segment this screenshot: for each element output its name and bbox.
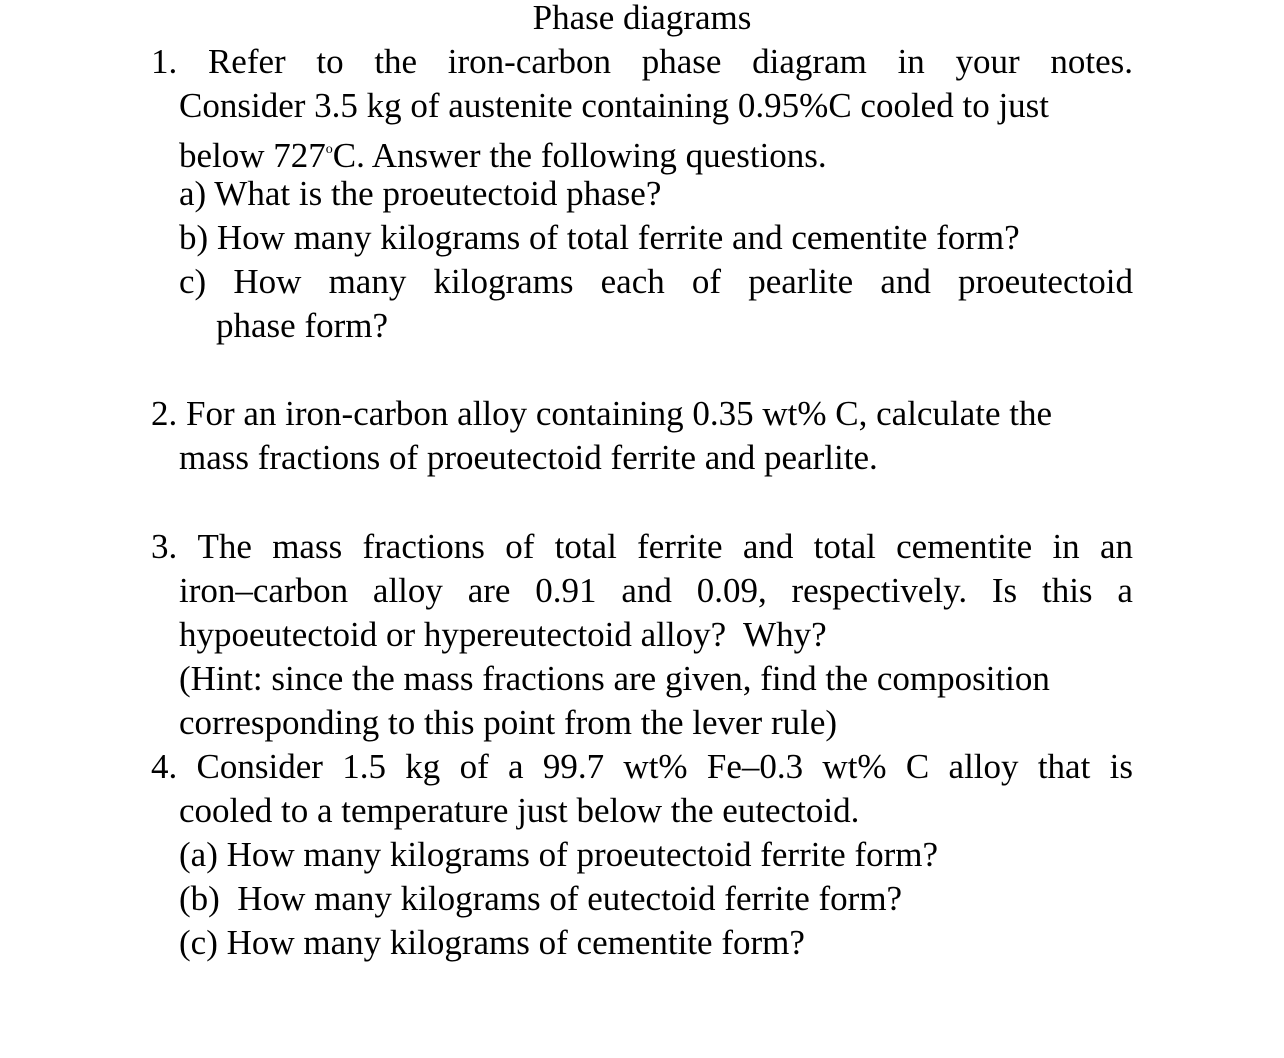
- q3-line1-word: an: [1099, 527, 1133, 566]
- q4-line1-word: wt%: [623, 747, 688, 786]
- q3-line1-word: fractions: [362, 527, 485, 566]
- q1-line1-word: 1.: [151, 42, 178, 81]
- q1-part-b: b) How many kilograms of total ferrite and cementite form?: [179, 218, 1020, 257]
- q1-c-word: and: [880, 262, 931, 301]
- question-2: [151, 392, 1133, 480]
- q3-line2-word: 0.91: [535, 571, 597, 610]
- q1-part-a: a) What is the proeutectoid phase?: [179, 174, 662, 213]
- q3-line1-word: cementite: [896, 527, 1033, 566]
- q3-line2-word: a: [1117, 571, 1133, 610]
- q4-line1-word: Fe–0.3: [706, 747, 804, 786]
- q3-line-2: [151, 569, 1133, 613]
- q4-line1-word: kg: [405, 747, 441, 786]
- q3-line1-word: and: [742, 527, 794, 566]
- q3-line1-word: of: [505, 527, 535, 566]
- q3-line2-word: and: [621, 571, 672, 610]
- q1-line1-word: your: [955, 42, 1020, 81]
- q4-line1-word: C: [905, 747, 930, 786]
- q1-line3-post: C. Answer the following questions.: [332, 136, 827, 175]
- q1-line1-word: the: [374, 42, 418, 81]
- q3-line-1: [151, 525, 1133, 569]
- q4-line1-word: Consider: [196, 747, 323, 786]
- q3-line1-word: ferrite: [637, 527, 723, 566]
- q3-line1-word: mass: [272, 527, 343, 566]
- q3-hint-line-1: (Hint: since the mass fractions are given, find the composition: [179, 659, 1050, 698]
- q2-line-2: mass fractions of proeutectoid ferrite and pearlite.: [179, 438, 878, 477]
- q4-line1-word: 4.: [151, 747, 178, 786]
- question-4: [151, 745, 1133, 965]
- q1-part-c: [151, 260, 1133, 304]
- q1-c-word: How: [233, 262, 302, 301]
- q1-line-2: Consider 3.5 kg of austenite containing 0.95%C cooled to just: [179, 86, 1050, 125]
- q4-line1-word: of: [459, 747, 489, 786]
- q3-line2-word: are: [467, 571, 511, 610]
- q1-c-word: many: [328, 262, 407, 301]
- q1-c-word: kilograms: [433, 262, 574, 301]
- q4-line-2: cooled to a temperature just below the eutectoid.: [179, 791, 860, 830]
- q4-line1-word: that: [1037, 747, 1091, 786]
- q1-c-word: each: [600, 262, 665, 301]
- q4-part-b: (b) How many kilograms of eutectoid ferrite form?: [179, 879, 903, 918]
- q4-line1-word: 99.7: [542, 747, 605, 786]
- q4-part-c: (c) How many kilograms of cementite form?: [179, 923, 805, 962]
- q4-line1-word: 1.5: [342, 747, 386, 786]
- q1-line3-pre: below 727: [179, 136, 326, 175]
- q1-line1-word: to: [316, 42, 344, 81]
- q1-line1-word: Refer: [207, 42, 286, 81]
- q3-line1-word: 3.: [151, 527, 178, 566]
- q3-hint-line-2: corresponding to this point from the lever rule): [179, 703, 838, 742]
- q1-c-word: proeutectoid: [958, 262, 1133, 301]
- q1-c-word: c): [179, 262, 207, 301]
- q1-line1-word: in: [897, 42, 925, 81]
- q1-line1-word: diagram: [752, 42, 867, 81]
- q3-line2-word: respectively.: [791, 571, 968, 610]
- q1-c-word: of: [691, 262, 722, 301]
- q1-part-c-line-2: phase form?: [216, 306, 389, 345]
- q4-line1-word: is: [1109, 747, 1133, 786]
- q4-part-a: (a) How many kilograms of proeutectoid ferrite form?: [179, 835, 939, 874]
- q3-line2-word: iron–carbon: [179, 571, 349, 610]
- page-title: Phase diagrams: [532, 0, 752, 37]
- q1-line-1: [151, 40, 1133, 84]
- q4-line1-word: alloy: [948, 747, 1019, 786]
- q1-line1-word: phase: [641, 42, 722, 81]
- q3-line1-word: The: [197, 527, 252, 566]
- q3-line2-word: alloy: [372, 571, 443, 610]
- q4-line1-word: wt%: [822, 747, 887, 786]
- q3-line-3: hypoeutectoid or hypereutectoid alloy? Why?: [179, 615, 827, 654]
- q4-line1-word: a: [508, 747, 524, 786]
- q2-line-1: 2. For an iron-carbon alloy containing 0.35 wt% C, calculate the: [151, 394, 1052, 433]
- q3-line2-word: 0.09,: [696, 571, 767, 610]
- q1-c-word: pearlite: [748, 262, 854, 301]
- question-3: [151, 525, 1133, 745]
- q1-line1-word: iron-carbon: [447, 42, 612, 81]
- degree-symbol: o: [325, 142, 333, 157]
- q3-line1-word: total: [813, 527, 876, 566]
- question-1: [151, 40, 1133, 348]
- q4-line-1: [151, 745, 1133, 789]
- q3-line1-word: in: [1052, 527, 1080, 566]
- q1-line-3: [151, 128, 1133, 175]
- q3-line1-word: total: [554, 527, 617, 566]
- q3-line2-word: this: [1041, 571, 1093, 610]
- q3-line2-word: Is: [991, 571, 1018, 610]
- q1-line1-word: notes.: [1050, 42, 1133, 81]
